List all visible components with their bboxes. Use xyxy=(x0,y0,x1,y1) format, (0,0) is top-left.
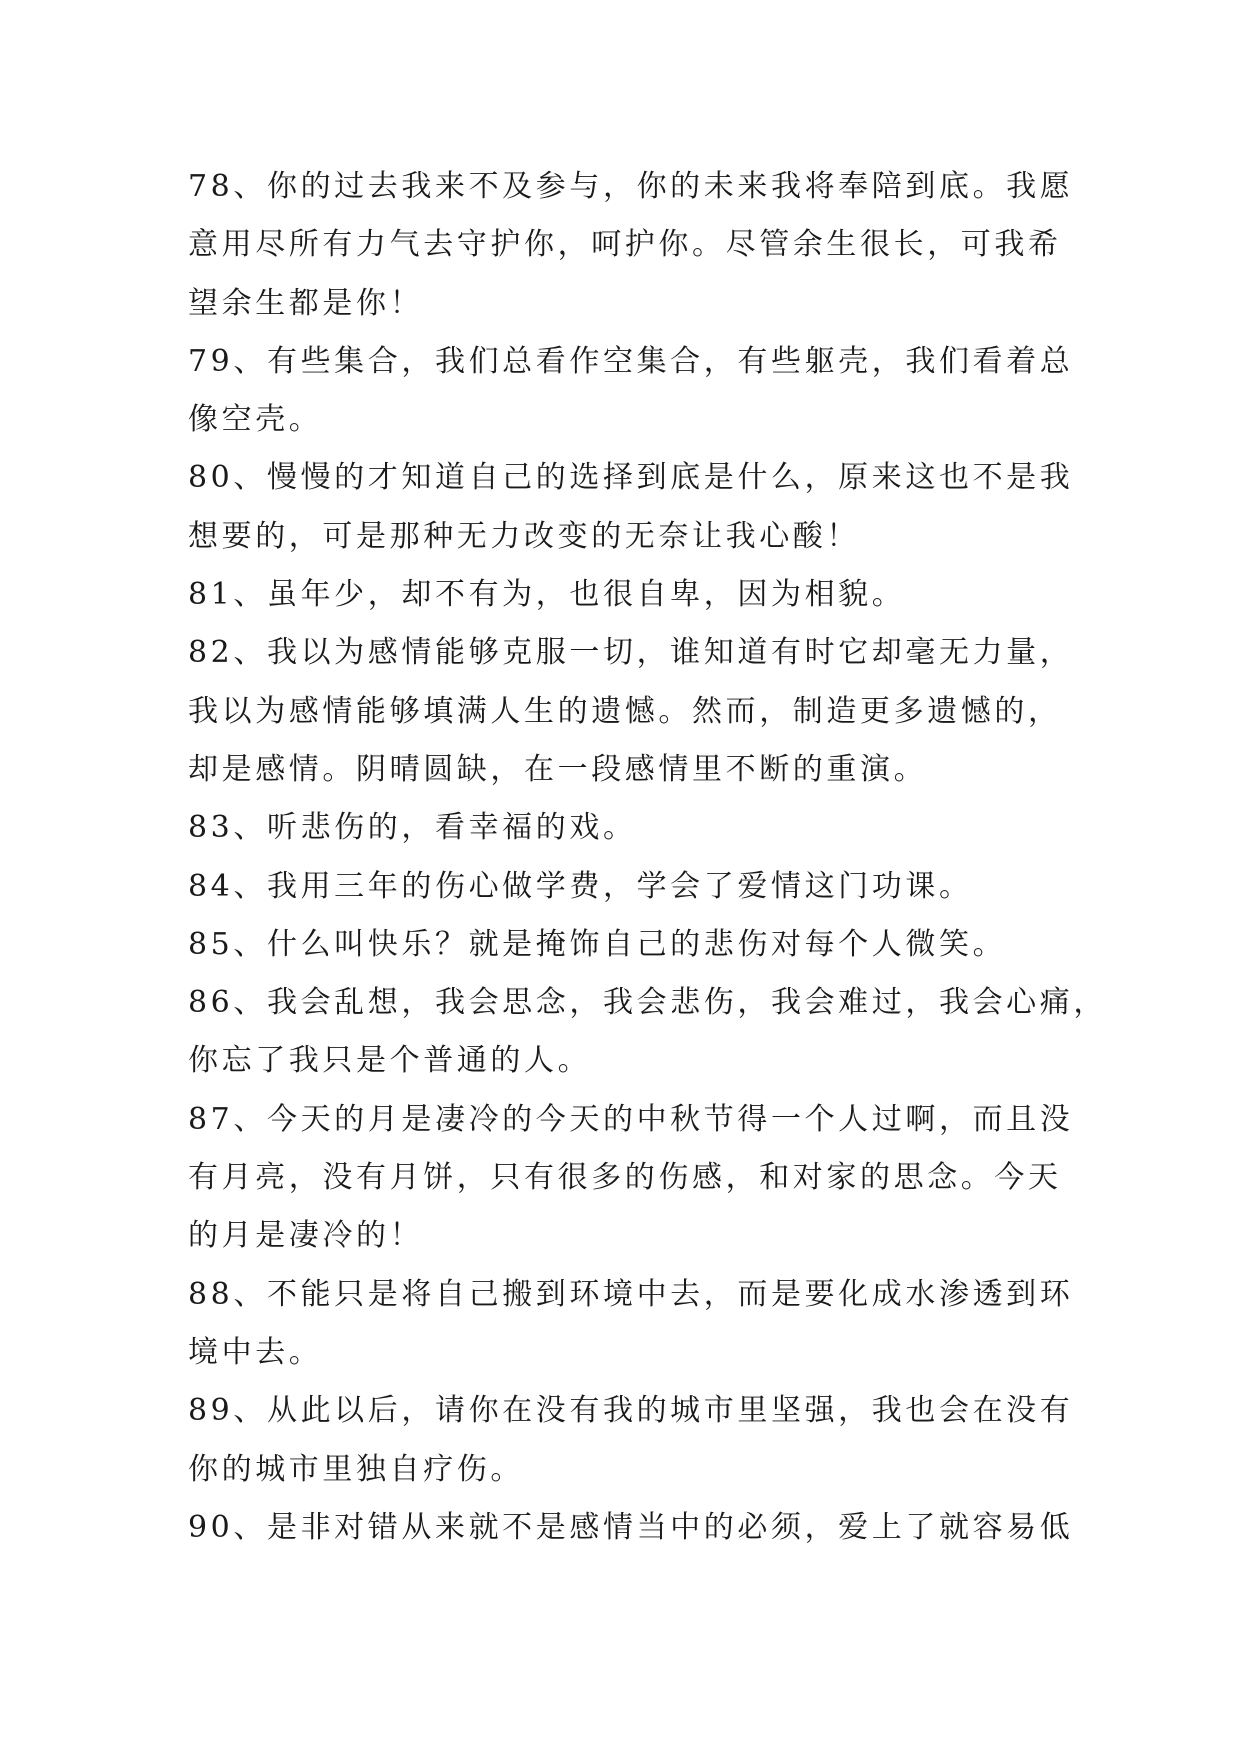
text-line: 88、不能只是将自己搬到环境中去，而是要化成水渗透到环 xyxy=(188,1276,1074,1312)
text-line: 想要的，可是那种无力改变的无奈让我心酸！ xyxy=(188,518,860,554)
text-line: 86、我会乱想，我会思念，我会悲伤，我会难过，我会心痛， xyxy=(188,985,1107,1021)
text-line: 79、有些集合，我们总看作空集合，有些躯壳，我们看着总 xyxy=(188,343,1074,379)
text-line: 望余生都是你！ xyxy=(188,285,424,321)
text-line: 89、从此以后，请你在没有我的城市里坚强，我也会在没有 xyxy=(188,1393,1074,1429)
text-line: 我以为感情能够填满人生的遗憾。然而，制造更多遗憾的， xyxy=(188,693,1062,729)
text-line: 你的城市里独自疗伤。 xyxy=(188,1451,524,1487)
text-line: 却是感情。阴晴圆缺，在一段感情里不断的重演。 xyxy=(188,751,928,787)
text-line: 你忘了我只是个普通的人。 xyxy=(188,1043,592,1079)
text-line: 境中去。 xyxy=(188,1334,323,1370)
text-line: 87、今天的月是凄冷的今天的中秋节得一个人过啊，而且没 xyxy=(188,1101,1074,1137)
text-line: 90、是非对错从来就不是感情当中的必须，爱上了就容易低 xyxy=(188,1509,1074,1545)
text-line: 82、我以为感情能够克服一切，谁知道有时它却毫无力量， xyxy=(188,635,1074,671)
text-line: 有月亮，没有月饼，只有很多的伤感，和对家的思念。今天 xyxy=(188,1160,1062,1196)
text-line: 84、我用三年的伤心做学费，学会了爱情这门功课。 xyxy=(188,868,973,904)
text-line: 80、慢慢的才知道自己的选择到底是什么，原来这也不是我 xyxy=(188,460,1074,496)
text-line: 的月是凄冷的！ xyxy=(188,1218,424,1254)
document-body xyxy=(188,158,1107,1557)
text-line: 81、虽年少，却不有为，也很自卑，因为相貌。 xyxy=(188,577,906,613)
text-line: 像空壳。 xyxy=(188,402,323,438)
text-line: 83、听悲伤的，看幸福的戏。 xyxy=(188,810,637,846)
text-line: 78、你的过去我来不及参与，你的未来我将奉陪到底。我愿 xyxy=(188,169,1074,204)
text-line: 意用尽所有力气去守护你，呵护你。尽管余生很长，可我希 xyxy=(188,227,1062,263)
text-line: 85、什么叫快乐？就是掩饰自己的悲伤对每个人微笑。 xyxy=(188,926,1007,962)
